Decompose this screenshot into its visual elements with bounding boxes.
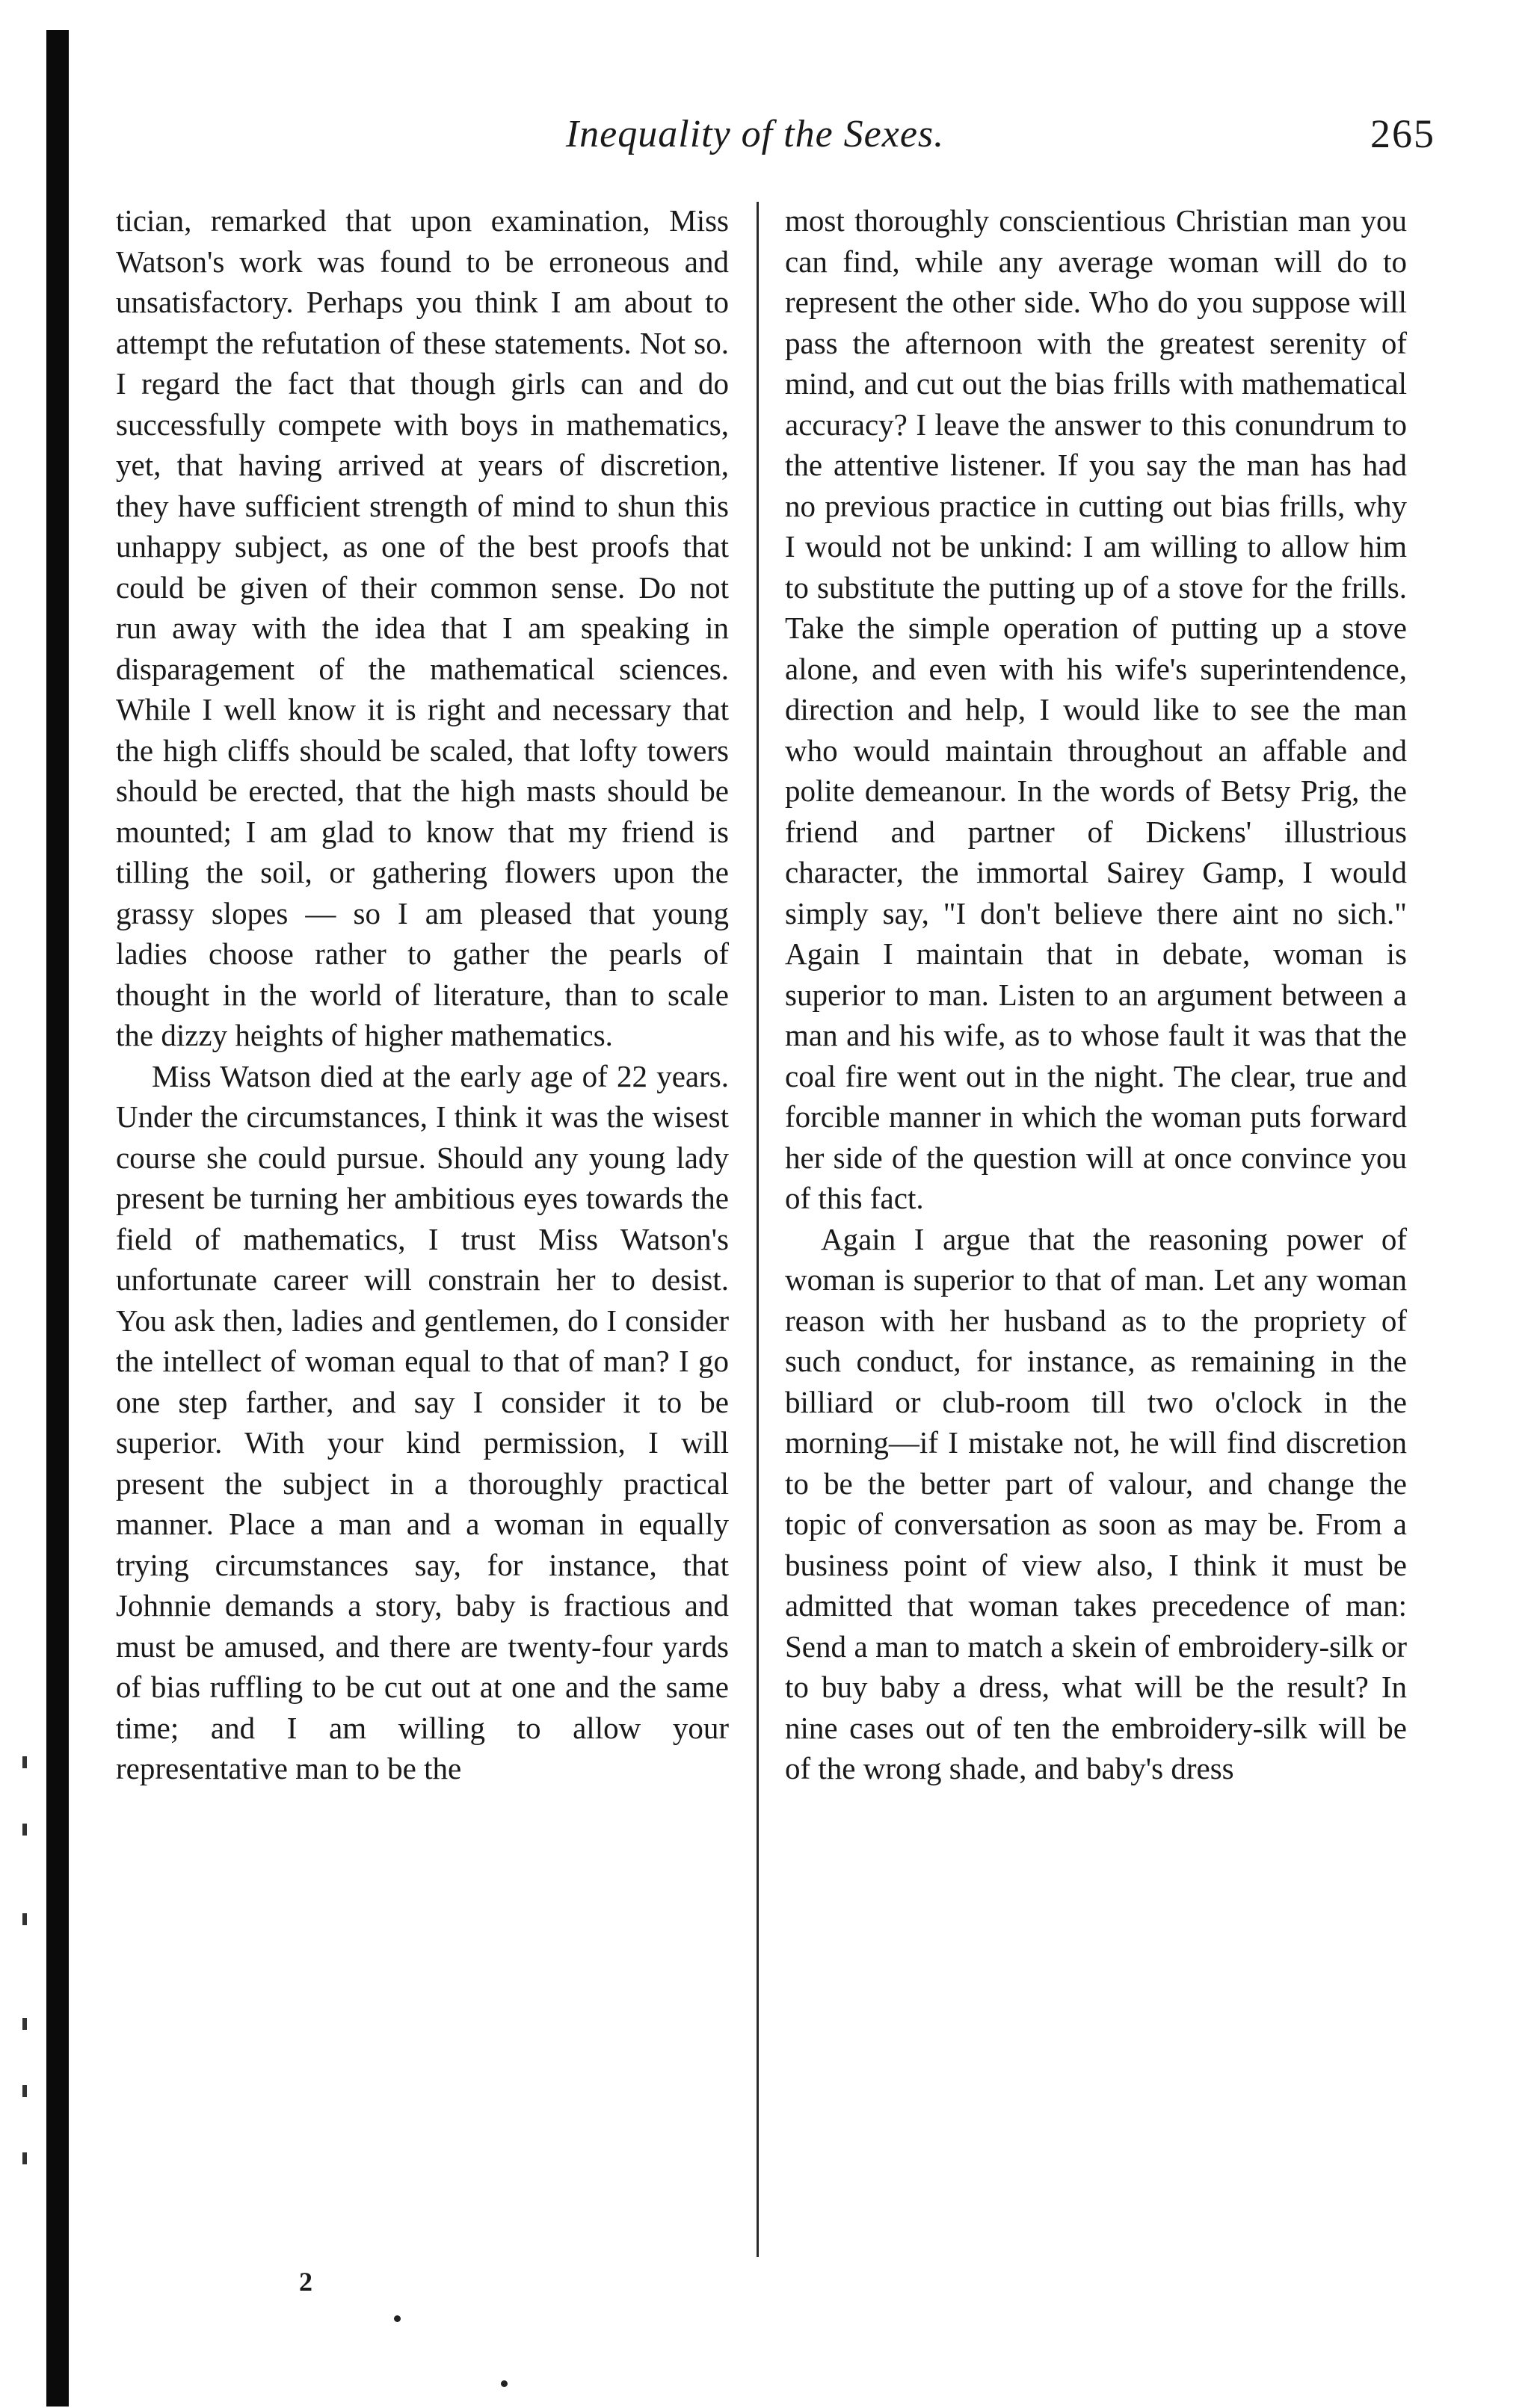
column-divider: [757, 202, 759, 2257]
left-paragraph-1: tician, remarked that upon examination, Miss Watson's work was found to be erroneous and unsatisfactory. Perhaps you think I am about to attempt the refutation of these statements. Not so. I regard the fact that though girls can and do successfully compete with boys in mathematics, yet, that having arrived at years of discretion, they have sufficient strength of mind to shun this unhappy subject, as one of the best proofs that could be given of their common sense. Do not run away with the idea that I am speaking in disparagement of the mathematical sciences. While I well know it is right and necessary that the high cliffs should be scaled, that lofty towers should be erected, that the high masts should be mounted; I am glad to know that my friend is tilling the soil, or gathering flowers upon the grassy slopes — so I am pleased that young ladies choose rather to gather the pearls of thought in the world of literature, than to scale the dizzy heights of higher mathematics.: [116, 203, 729, 1052]
print-speck: [501, 2380, 508, 2387]
margin-mark: [22, 2085, 27, 2097]
left-paragraph-2: Miss Watson died at the early age of 22 years. Under the circumstances, I think it was the wisest course she could pursue. Should any young lady present be turning her ambitious eyes towards the field of mathematics, I trust Miss Watson's unfortunate career will constrain her to desist. You ask then, ladies and gentlemen, do I consider the intellect of woman equal to that of man? I go one step farther, and say I consider it to be superior. With your kind permission, I will present the subject in a thoroughly practical manner. Place a man and a woman in equally trying circumstances say, for instance, that Johnnie demands a story, baby is fractious and must be amused, and there are twenty-four yards of bias ruffling to be cut out at one and the same time; and I am willing to allow your representative man to be the: [116, 1058, 729, 1785]
margin-mark: [22, 2018, 27, 2030]
signature-mark: 2: [299, 2267, 312, 2297]
right-paragraph-2: Again I argue that the reasoning power of woman is superior to that of man. Let any woman reason with her husband as to the propriety of such conduct, for instance, as remaining in the billiard or club-room till two o'clock in the morning—if I mistake not, he will find discretion to be the better part of valour, and change the topic of conversation as soon as may be. From a business point of view also, I think it must be admitted that woman takes precedence of man: Send a man to match a skein of embroidery-silk or to buy baby a dress, what will be the result? In nine cases out of ten the embroidery-silk will be of the wrong shade, and baby's dress: [785, 1221, 1407, 1785]
page-number: 265: [1370, 111, 1435, 156]
margin-mark: [22, 2152, 27, 2164]
margin-mark: [22, 1913, 27, 1925]
right-paragraph-1: most thoroughly conscientious Christian man you can find, while any average woman will do to represent the other side. Who do you suppose will pass the afternoon with the greatest serenity of mind, and cut out the bias frills with mathematical accuracy? I leave the answer to this conundrum to the attentive listener. If you say the man has had no previous practice in cutting out bias frills, why I would not be unkind: I am willing to allow him to substitute the putting up of a stove for the frills. Take the simple operation of putting up a stove alone, and even with his wife's superintendence, direction and help, I would like to see the man who would maintain throughout an affable and polite demeanour. In the words of Betsy Prig, the friend and partner of Dickens' illustrious character, the immortal Sairey Gamp, I would simply say, "I don't believe there aint no sich." Again I maintain that in debate, woman is superior to man. Listen to an argument between a man and his wife, as to whose fault it was that the coal fire went out in the night. The clear, true and forcible manner in which the woman puts forward her side of the question will at once convince you of this fact.: [785, 203, 1407, 1215]
left-column: [116, 200, 729, 1789]
margin-mark: [22, 1824, 27, 1836]
running-title: Inequality of the Sexes.: [565, 113, 945, 155]
page-spine-shadow: [46, 30, 69, 2407]
margin-mark: [22, 1756, 27, 1768]
right-column: [785, 200, 1407, 1789]
print-speck: [394, 2315, 401, 2322]
